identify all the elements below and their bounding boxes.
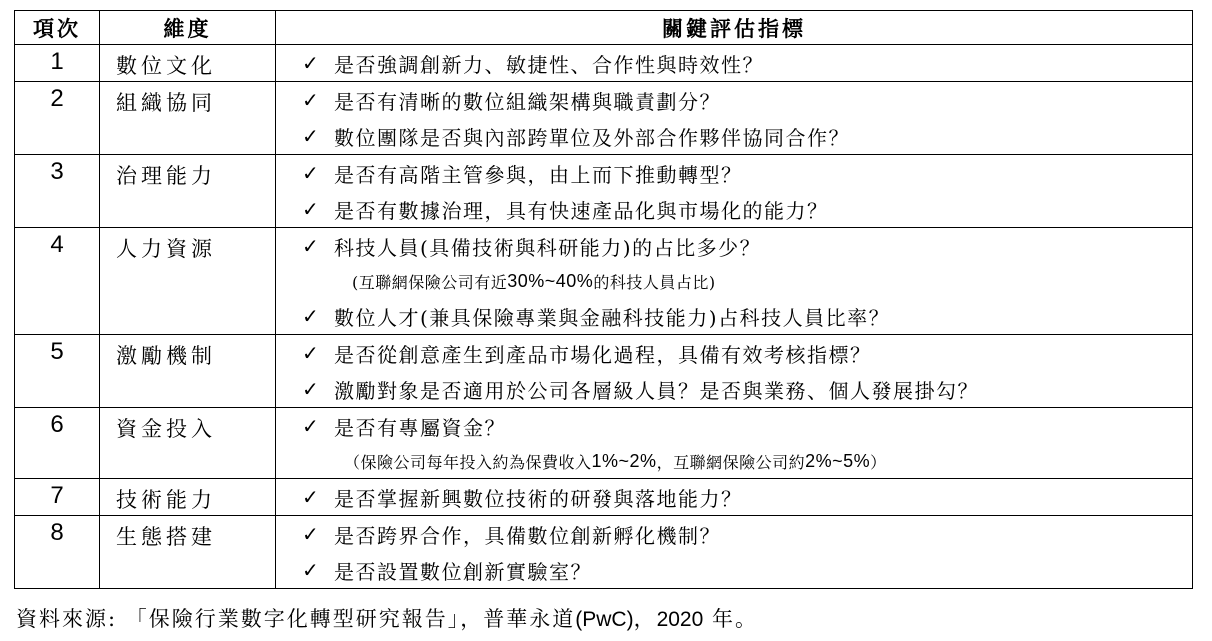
table-row — [15, 82, 1193, 155]
check-icon: ✓ — [302, 558, 319, 582]
item-number: 5 — [15, 335, 100, 408]
indicator-text: 是否有專屬資金？ — [334, 415, 506, 440]
dimension-cell: 人力資源 — [100, 228, 276, 335]
dimension-cell: 資金投入 — [100, 408, 276, 479]
indicator-cell — [276, 479, 1193, 516]
note-percent: 30%~40% — [507, 270, 594, 291]
check-icon: ✓ — [302, 161, 319, 185]
source-text: 資料來源: 「保險行業數字化轉型研究報告」，普華永道 — [16, 607, 576, 631]
source-year: 2020 — [656, 608, 704, 631]
indicator-cell — [276, 228, 1193, 335]
header-dimension: 維度 — [100, 11, 276, 45]
indicator-cell — [276, 155, 1193, 228]
check-icon: ✓ — [302, 197, 319, 221]
check-icon: ✓ — [302, 124, 319, 148]
note-percent: 2%~5% — [805, 450, 871, 471]
indicator-cell — [276, 516, 1193, 589]
indicator-text: 數位人才(兼具保險專業與金融科技能力)占科技人員比率？ — [334, 305, 891, 330]
note-text: 的科技人員占比) — [593, 272, 716, 292]
indicator-cell — [276, 335, 1193, 408]
table-row — [15, 516, 1193, 589]
indicator-line — [276, 479, 1192, 515]
item-number: 6 — [15, 408, 100, 479]
note-text: ，互聯網保險公司約 — [656, 452, 806, 472]
dimension-cell: 組織協同 — [100, 82, 276, 155]
item-number: 3 — [15, 155, 100, 228]
source-org: (PwC) — [575, 608, 634, 631]
check-icon: ✓ — [302, 88, 319, 112]
check-icon: ✓ — [302, 234, 319, 258]
dimension-cell: 治理能力 — [100, 155, 276, 228]
check-icon: ✓ — [302, 304, 319, 328]
source-suffix: 年。 — [703, 607, 758, 631]
indicator-line — [276, 191, 1192, 227]
indicator-line — [276, 45, 1192, 81]
check-icon: ✓ — [302, 485, 319, 509]
item-number: 8 — [15, 516, 100, 589]
note-text: (互聯網保險公司有近 — [352, 272, 508, 292]
indicator-note — [276, 264, 1192, 298]
indicator-text: 數位團隊是否與內部跨單位及外部合作夥伴協同合作？ — [334, 125, 850, 150]
dimension-cell: 生態搭建 — [100, 516, 276, 589]
item-number: 2 — [15, 82, 100, 155]
indicator-line — [276, 118, 1192, 154]
check-icon: ✓ — [302, 522, 319, 546]
indicator-line — [276, 228, 1192, 264]
item-number: 7 — [15, 479, 100, 516]
indicator-line — [276, 371, 1192, 407]
check-icon: ✓ — [302, 51, 319, 75]
table-row — [15, 408, 1193, 479]
indicator-cell — [276, 408, 1193, 479]
table-header-row — [15, 11, 1193, 45]
source-citation — [16, 603, 758, 633]
note-text: ） — [870, 452, 887, 472]
check-icon: ✓ — [302, 377, 319, 401]
indicator-cell — [276, 82, 1193, 155]
evaluation-table — [14, 10, 1193, 589]
note-text: （保險公司每年投入約為保費收入 — [344, 452, 592, 472]
item-number: 1 — [15, 45, 100, 82]
header-item: 項次 — [15, 11, 100, 45]
indicator-line — [276, 552, 1192, 588]
indicator-line — [276, 298, 1192, 334]
dimension-cell: 數位文化 — [100, 45, 276, 82]
table-row — [15, 45, 1193, 82]
indicator-text: 激勵對象是否適用於公司各層級人員？是否與業務、個人發展掛勾？ — [334, 378, 979, 403]
note-percent: 1%~2% — [591, 450, 657, 471]
indicator-text: 是否設置數位創新實驗室？ — [334, 559, 592, 584]
indicator-line — [276, 335, 1192, 371]
indicator-line — [276, 82, 1192, 118]
indicator-text: 是否跨界合作，具備數位創新孵化機制？ — [334, 523, 721, 548]
indicator-text: 是否掌握新興數位技術的研發與落地能力？ — [334, 486, 743, 511]
indicator-text: 是否有高階主管參與，由上而下推動轉型？ — [334, 162, 743, 187]
indicator-text: 是否強調創新力、敏捷性、合作性與時效性？ — [334, 52, 764, 77]
indicator-text: 是否有清晰的數位組織架構與職責劃分？ — [334, 89, 721, 114]
dimension-cell: 技術能力 — [100, 479, 276, 516]
table-row — [15, 335, 1193, 408]
source-separator: ， — [633, 607, 657, 631]
indicator-text: 是否從創意產生到產品市場化過程，具備有效考核指標？ — [334, 342, 872, 367]
indicator-line — [276, 408, 1192, 444]
item-number: 4 — [15, 228, 100, 335]
table-row — [15, 155, 1193, 228]
indicator-note — [276, 444, 1192, 478]
check-icon: ✓ — [302, 341, 319, 365]
table-row — [15, 479, 1193, 516]
table-row — [15, 228, 1193, 335]
check-icon: ✓ — [302, 414, 319, 438]
indicator-text: 科技人員(具備技術與科研能力)的占比多少？ — [334, 235, 762, 260]
indicator-line — [276, 516, 1192, 552]
header-indicator: 關鍵評估指標 — [276, 11, 1193, 45]
dimension-cell: 激勵機制 — [100, 335, 276, 408]
indicator-line — [276, 155, 1192, 191]
indicator-cell — [276, 45, 1193, 82]
indicator-text: 是否有數據治理，具有快速產品化與市場化的能力？ — [334, 198, 829, 223]
